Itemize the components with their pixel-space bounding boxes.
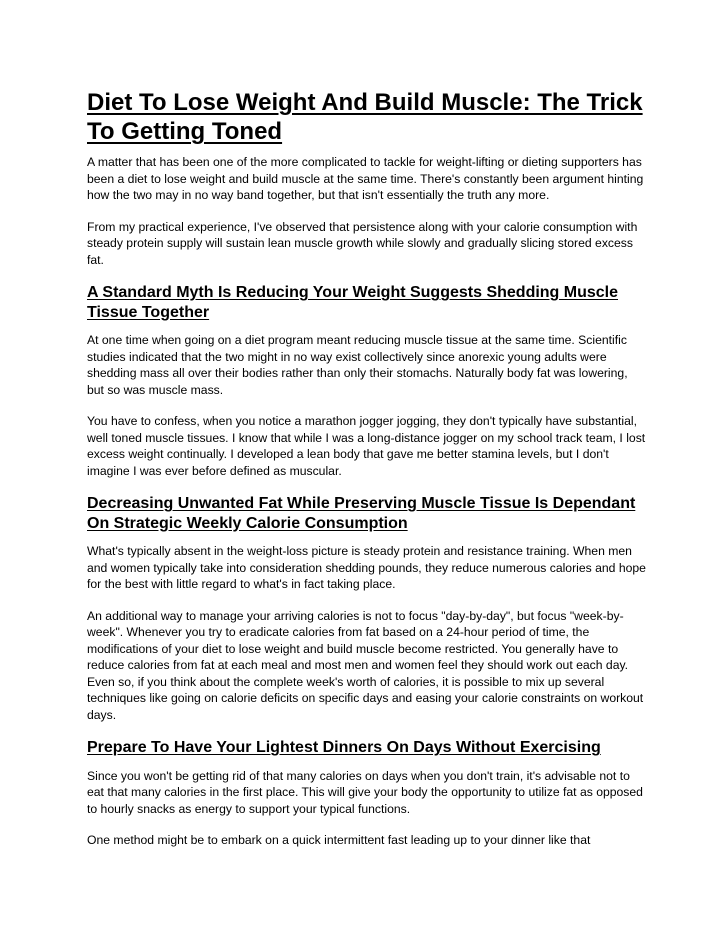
section-heading-lightest-dinners: Prepare To Have Your Lightest Dinners On Days Without Exercising: [87, 739, 601, 756]
section-heading-myth: A Standard Myth Is Reducing Your Weight Suggests Shedding Muscle Tissue Together: [87, 284, 619, 321]
section-myth-paragraph-2: You have to confess, when you notice a marathon jogger jogging, they don't typically have substantial, well toned muscle tissues. I know that while I was a long-distance jogger on my school track team, I lost excess weight continually. I developed a lean body that gave me better stamina levels, but I don't imagine I was ever before defined as muscular.: [87, 414, 646, 478]
document-page: [87, 88, 647, 864]
section-dinners-paragraph-2: One method might be to embark on a quick intermittent fast leading up to your dinner like that: [87, 833, 591, 847]
section-heading-calorie-consumption: Decreasing Unwanted Fat While Preserving Muscle Tissue Is Dependant On Strategic Weekly Calorie Consumption: [87, 495, 636, 532]
document-title: Diet To Lose Weight And Build Muscle: The Trick To Getting Toned: [87, 89, 643, 145]
intro-paragraph-2: From my practical experience, I've observed that persistence along with your calorie consumption with steady protein supply will sustain lean muscle growth while slowly and gradually slicing stored excess fat.: [87, 219, 638, 267]
section-dinners-paragraph-1: Since you won't be getting rid of that many calories on days when you don't train, it's advisable not to eat that many calories in the first place. This will give your body the opportunity to utilize fat as opposed to hourly snacks as energy to support your typical functions.: [87, 768, 643, 816]
section-myth-paragraph-1: At one time when going on a diet program meant reducing muscle tissue at the same time. Scientific studies indicated that the two might in no way exist collectively since anorexic young adults were shedding mass all over their bodies rather than only their stomachs. Naturally body fat was lowering, but so was muscle mass.: [87, 333, 628, 397]
section-calorie-paragraph-1: What's typically absent in the weight-loss picture is steady protein and resistance training. When men and women typically take into consideration shedding pounds, they reduce numerous calories and hope for the best with little regard to what's in fact taking place.: [87, 544, 646, 591]
section-calorie-paragraph-2: An additional way to manage your arriving calories is not to focus "day-by-day", but focus "week-by-week". Whenever you try to eradicate calories from fat based on a 24-hour period of time, the modifications of your diet to lose weight and build muscle become restricted. You generally have to reduce calories from fat at each meal and most men and women feel they should work out each day. Even so, if you think about the complete week's worth of calories, it is possible to mix up several techniques like going on calorie deficits on specific days and easing your calorie constraints on workout days.: [87, 608, 644, 722]
intro-paragraph-1: A matter that has been one of the more complicated to tackle for weight-lifting or dieting supporters has been a diet to lose weight and build muscle at the same time. There's constantly been argument hinting how the two may in no way band together, but that isn't essentially the truth any more.: [87, 155, 644, 202]
